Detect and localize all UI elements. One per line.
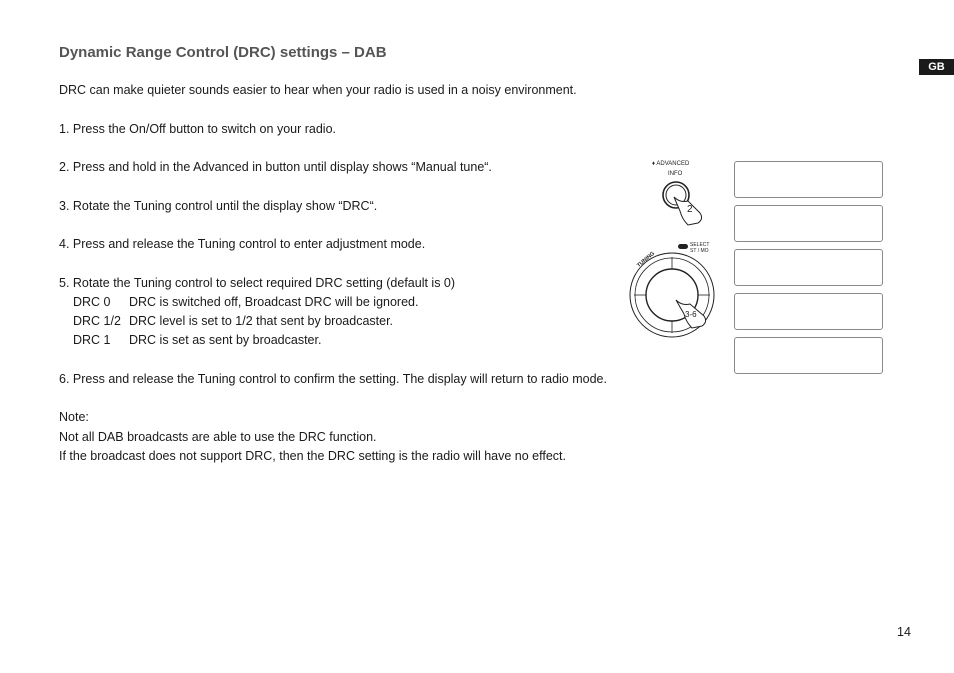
display-screen (734, 205, 883, 242)
step-1: 1. Press the On/Off button to switch on your radio. (59, 122, 336, 136)
language-badge: GB (919, 59, 954, 75)
info-step-label: 2 (687, 204, 693, 215)
select-label: SELECT (690, 242, 710, 248)
display-screen (734, 293, 883, 330)
drc-option-key: DRC 1/2 (73, 314, 121, 328)
step-4: 4. Press and release the Tuning control to enter adjustment mode. (59, 237, 426, 251)
tuning-step-label: 3-6 (685, 310, 697, 319)
page-number: 14 (897, 625, 911, 639)
drc-option-desc: DRC is switched off, Broadcast DRC will be ignored. (129, 295, 419, 309)
step-6: 6. Press and release the Tuning control to confirm the setting. The display will return to radio mode. (59, 372, 607, 386)
note-line-2: If the broadcast does not support DRC, then the DRC setting is the radio will have no effect. (59, 449, 566, 463)
drc-option-desc: DRC level is set to 1/2 that sent by broadcaster. (129, 314, 394, 328)
st-mo-label: ST / MO (690, 248, 709, 254)
display-screen (734, 249, 883, 286)
advanced-label: ♦ ADVANCED (652, 161, 690, 167)
tuning-label: TUNING (636, 250, 657, 269)
drc-option-key: DRC 0 (73, 295, 111, 309)
select-button-icon (678, 244, 688, 249)
step-2: 2. Press and hold in the Advanced in button until display shows “Manual tune“. (59, 160, 492, 174)
page-title: Dynamic Range Control (DRC) settings – DAB (59, 44, 387, 61)
step-3: 3. Rotate the Tuning control until the display show “DRC“. (59, 199, 378, 213)
intro-text: DRC can make quieter sounds easier to hear when your radio is used in a noisy environment. (59, 83, 577, 97)
tuning-control-illustration (622, 236, 722, 346)
info-label: INFO (668, 171, 683, 177)
step-5: 5. Rotate the Tuning control to select required DRC setting (default is 0) (59, 276, 456, 290)
drc-option-half (73, 314, 393, 328)
info-button-illustration (640, 155, 720, 235)
display-screen (734, 337, 883, 374)
note-label: Note: (59, 410, 89, 424)
drc-option-key: DRC 1 (73, 333, 111, 347)
drc-option-1 (73, 333, 321, 347)
drc-option-desc: DRC is set as sent by broadcaster. (129, 333, 322, 347)
display-screen (734, 161, 883, 198)
note-line-1: Not all DAB broadcasts are able to use the DRC function. (59, 430, 377, 444)
drc-option-0 (73, 295, 418, 309)
